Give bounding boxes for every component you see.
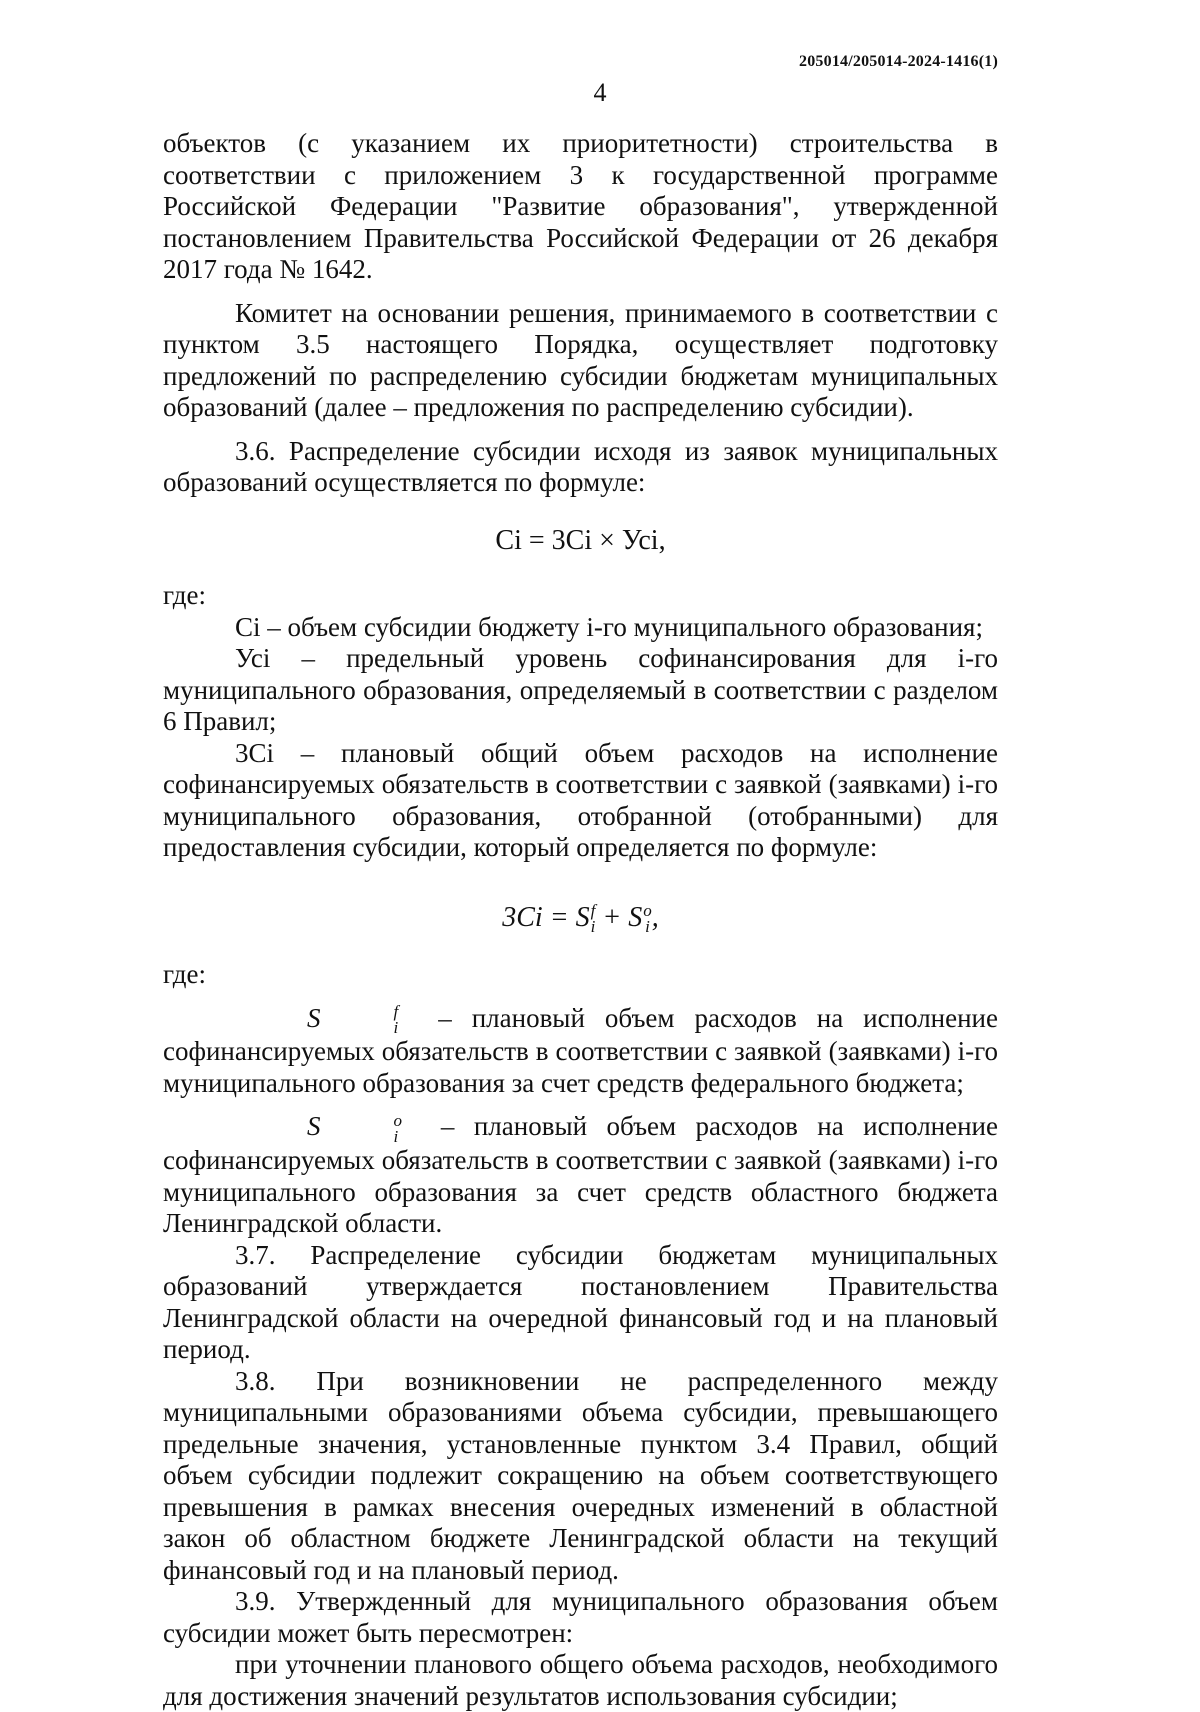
symbol-s-o — [628, 902, 652, 936]
formula-plus: + — [595, 901, 629, 933]
paragraph-committee: Комитет на основании решения, принимаемого в соответствии с пунктом 3.5 настоящего Порядка, осуществляет подготовку предложений по распределению субсидии бюджетам муниципальных образований (далее – предложения по распределению субсидии). — [163, 297, 998, 422]
definition-s-o — [163, 1111, 998, 1239]
superscript-f: f — [393, 1002, 399, 1022]
subscript-i: i — [393, 1018, 399, 1038]
definition-s-f — [163, 1003, 998, 1100]
definition-s-o-text: – плановый объем расходов на исполнение софинансируемых обязательств в соответствии с заявкой (заявками) i-го муниципального образования за счет средств областного бюджета Ленинградской области. — [163, 1111, 998, 1239]
superscript-o: o — [643, 901, 652, 921]
subscript-i: i — [590, 917, 596, 937]
symbol-s-o-inline — [235, 1111, 402, 1145]
where-label-2: где: — [163, 959, 206, 990]
formula-end: , — [651, 901, 659, 933]
paragraph-3-9: 3.9. Утвержденный для муниципального образования объем субсидии может быть пересмотрен: — [163, 1586, 998, 1648]
symbol-s: S — [628, 901, 643, 933]
subscript-i: i — [393, 1127, 399, 1147]
symbol-s-f-inline — [235, 1003, 398, 1037]
document-body — [163, 128, 998, 1712]
paragraph-3-9-item: при уточнении планового общего объема расходов, необходимого для достижения значений результатов использования субсидии; — [163, 1649, 998, 1711]
definition-ci: Ci – объем субсидии бюджету i-го муниципального образования; — [235, 611, 983, 642]
paragraph-intro: объектов (с указанием их приоритетности) строительства в соответствии с приложением 3 к государственной программе Российской Федерации "Развитие образования", утвержденной постановлением Правительства Российской Федерации от 26 декабря 2017 года № 1642. — [163, 128, 998, 284]
definition-usi: Усi – предельный уровень софинансирования для i-го муниципального образования, определяемый в соответствии с разделом 6 Правил; — [163, 643, 998, 736]
symbol-s: S — [575, 901, 590, 933]
paragraph-3-7: 3.7. Распределение субсидии бюджетам муниципальных образований утверждается постановлением Правительства Ленинградской области на очередной финансовый год и на плановый период. — [163, 1239, 998, 1365]
formula-ci: Ci = 3Ci × Усi, — [495, 524, 666, 556]
paragraph-3-6: 3.6. Распределение субсидии исходя из заявок муниципальных образований осуществляется по формуле: — [163, 435, 998, 497]
symbol-s: S — [307, 1111, 321, 1142]
definition-s-f-text: – плановый объем расходов на исполнение софинансируемых обязательств в соответствии с заявкой (заявками) i-го муниципального образования за счет средств федерального бюджета; — [163, 1002, 998, 1098]
paragraph-3-8: 3.8. При возникновении не распределенного между муниципальными образованиями объема субсидии, превышающего предельные значения, установленные пунктом 3.4 Правил, общий объем субсидии подлежит сокращению на объем соответствующего превышения в рамках внесения очередных изменений в областной закон об областном бюджете Ленинградской области на текущий финансовый год и на плановый период. — [163, 1365, 998, 1585]
superscript-o: o — [393, 1111, 402, 1131]
symbol-s-f — [576, 902, 596, 936]
where-label-1: где: — [163, 580, 206, 610]
formula-lhs: 3Ci = — [502, 901, 576, 933]
document-id: 205014/205014-2024-1416(1) — [799, 53, 998, 70]
subscript-i: i — [645, 917, 650, 937]
formula-3ci — [163, 902, 998, 936]
page-number: 4 — [593, 78, 607, 107]
superscript-f: f — [590, 901, 596, 921]
symbol-s: S — [307, 1002, 321, 1033]
definition-3ci: 3Ci – плановый общий объем расходов на исполнение софинансируемых обязательств в соответствии с заявкой (заявками) i-го муниципального образования, отобранной (отобранными) для предоставления субсидии, который определяется по формуле: — [163, 737, 998, 862]
